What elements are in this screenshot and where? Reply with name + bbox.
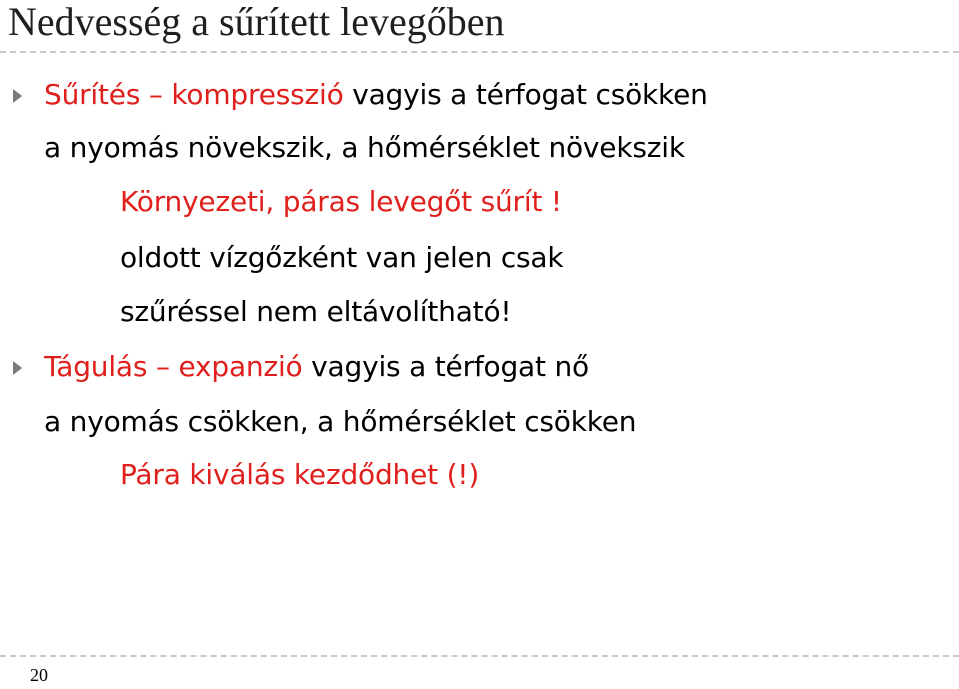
triangle-bullet-icon <box>13 361 22 375</box>
page-number: 20 <box>30 665 48 685</box>
expansion-definition: vagyis a térfogat nő <box>302 350 589 383</box>
expansion-note: Pára kiválás kezdődhet (!) <box>120 458 480 491</box>
expansion-line <box>44 350 589 384</box>
compression-definition: vagyis a térfogat csökken <box>343 78 708 111</box>
compression-effect: a nyomás növekszik, a hőmérséklet növekszik <box>44 131 685 164</box>
compression-detail-1: oldott vízgőzként van jelen csak <box>120 241 564 274</box>
footer-divider <box>0 655 959 657</box>
triangle-bullet-icon <box>13 89 22 103</box>
expansion-term: Tágulás – expanzió <box>44 350 303 383</box>
title-divider <box>0 51 959 53</box>
compression-note: Környezeti, páras levegőt sűrít ! <box>120 185 562 218</box>
compression-term: Sűrítés – kompresszió <box>44 78 344 111</box>
expansion-effect: a nyomás csökken, a hőmérséklet csökken <box>44 405 637 438</box>
compression-detail-2: szűréssel nem eltávolítható! <box>120 295 512 328</box>
compression-line <box>44 78 708 112</box>
slide-title: Nedvesség a sűrített levegőben <box>8 0 505 44</box>
